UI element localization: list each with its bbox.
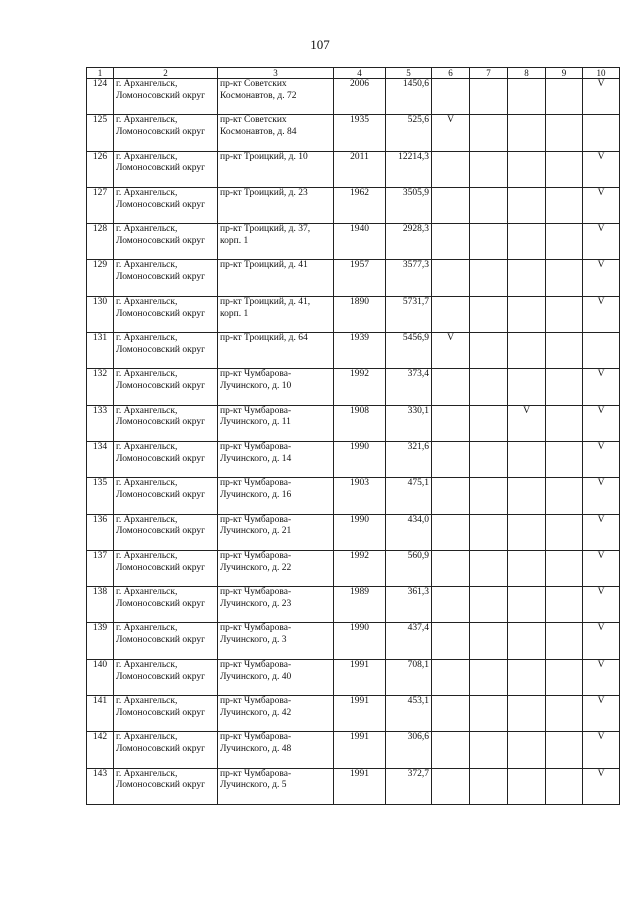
row-number-cell: 125: [87, 115, 114, 151]
year-cell: 1990: [334, 514, 386, 550]
mark-cell-9: [546, 550, 583, 586]
table-row: [87, 369, 620, 405]
city-cell: г. Архангельск, Ломоносовский округ: [114, 696, 218, 732]
mark-cell-6: [432, 369, 470, 405]
year-cell: 1991: [334, 732, 386, 768]
city-cell: г. Архангельск, Ломоносовский округ: [114, 115, 218, 151]
mark-cell-10: [583, 333, 620, 369]
year-cell: 1939: [334, 333, 386, 369]
address-cell: пр-кт Троицкий, д. 23: [218, 187, 334, 223]
area-cell: 321,6: [386, 441, 432, 477]
address-cell: пр-кт Троицкий, д. 37, корп. 1: [218, 224, 334, 260]
column-header: 1: [87, 68, 114, 79]
mark-cell-9: [546, 296, 583, 332]
column-header: 4: [334, 68, 386, 79]
column-header: 6: [432, 68, 470, 79]
city-cell: г. Архангельск, Ломоносовский округ: [114, 224, 218, 260]
area-cell: 373,4: [386, 369, 432, 405]
area-cell: 525,6: [386, 115, 432, 151]
row-number-cell: 139: [87, 623, 114, 659]
column-number-row: [87, 68, 620, 79]
mark-cell-7: [470, 550, 508, 586]
table-row: [87, 550, 620, 586]
mark-cell-6: [432, 79, 470, 115]
mark-cell-7: [470, 732, 508, 768]
area-cell: 2928,3: [386, 224, 432, 260]
table-row: [87, 296, 620, 332]
table-row: [87, 659, 620, 695]
address-cell: пр-кт Чумбарова-Лучинского, д. 11: [218, 405, 334, 441]
year-cell: 1890: [334, 296, 386, 332]
year-cell: 1990: [334, 441, 386, 477]
mark-cell-6: [432, 768, 470, 804]
table-row: [87, 333, 620, 369]
mark-cell-10: V: [583, 369, 620, 405]
mark-cell-8: [508, 550, 546, 586]
row-number-cell: 124: [87, 79, 114, 115]
mark-cell-9: [546, 260, 583, 296]
mark-cell-8: [508, 696, 546, 732]
mark-cell-9: [546, 187, 583, 223]
page-number: 107: [310, 37, 330, 52]
year-cell: 1992: [334, 369, 386, 405]
city-cell: г. Архангельск, Ломоносовский округ: [114, 550, 218, 586]
mark-cell-9: [546, 514, 583, 550]
city-cell: г. Архангельск, Ломоносовский округ: [114, 79, 218, 115]
mark-cell-9: [546, 224, 583, 260]
address-cell: пр-кт Чумбарова-Лучинского, д. 40: [218, 659, 334, 695]
mark-cell-6: [432, 696, 470, 732]
registry-table: [86, 67, 620, 805]
row-number-cell: 140: [87, 659, 114, 695]
mark-cell-10: V: [583, 224, 620, 260]
city-cell: г. Архангельск, Ломоносовский округ: [114, 296, 218, 332]
address-cell: пр-кт Троицкий, д. 10: [218, 151, 334, 187]
mark-cell-6: V: [432, 115, 470, 151]
mark-cell-9: [546, 151, 583, 187]
mark-cell-8: [508, 369, 546, 405]
city-cell: г. Архангельск, Ломоносовский округ: [114, 333, 218, 369]
column-header: 2: [114, 68, 218, 79]
row-number-cell: 128: [87, 224, 114, 260]
year-cell: 1940: [334, 224, 386, 260]
mark-cell-10: V: [583, 623, 620, 659]
table-row: [87, 405, 620, 441]
area-cell: 361,3: [386, 587, 432, 623]
table-row: [87, 224, 620, 260]
area-cell: 330,1: [386, 405, 432, 441]
mark-cell-7: [470, 441, 508, 477]
city-cell: г. Архангельск, Ломоносовский округ: [114, 659, 218, 695]
mark-cell-8: [508, 623, 546, 659]
mark-cell-8: [508, 732, 546, 768]
row-number-cell: 137: [87, 550, 114, 586]
row-number-cell: 131: [87, 333, 114, 369]
mark-cell-10: V: [583, 441, 620, 477]
area-cell: 453,1: [386, 696, 432, 732]
mark-cell-6: [432, 659, 470, 695]
mark-cell-9: [546, 369, 583, 405]
mark-cell-10: V: [583, 514, 620, 550]
mark-cell-8: [508, 333, 546, 369]
mark-cell-9: [546, 659, 583, 695]
city-cell: г. Архангельск, Ломоносовский округ: [114, 587, 218, 623]
mark-cell-7: [470, 478, 508, 514]
row-number-cell: 126: [87, 151, 114, 187]
row-number-cell: 130: [87, 296, 114, 332]
city-cell: г. Архангельск, Ломоносовский округ: [114, 732, 218, 768]
mark-cell-8: [508, 151, 546, 187]
address-cell: пр-кт Чумбарова-Лучинского, д. 48: [218, 732, 334, 768]
mark-cell-10: V: [583, 659, 620, 695]
mark-cell-9: [546, 768, 583, 804]
column-header: 3: [218, 68, 334, 79]
column-header: 9: [546, 68, 583, 79]
mark-cell-6: [432, 296, 470, 332]
mark-cell-7: [470, 768, 508, 804]
mark-cell-10: V: [583, 260, 620, 296]
mark-cell-7: [470, 405, 508, 441]
address-cell: пр-кт Чумбарова-Лучинского, д. 23: [218, 587, 334, 623]
year-cell: 1903: [334, 478, 386, 514]
year-cell: 1908: [334, 405, 386, 441]
mark-cell-7: [470, 224, 508, 260]
area-cell: 560,9: [386, 550, 432, 586]
row-number-cell: 141: [87, 696, 114, 732]
year-cell: 2006: [334, 79, 386, 115]
mark-cell-9: [546, 115, 583, 151]
mark-cell-6: [432, 260, 470, 296]
address-cell: пр-кт Чумбарова-Лучинского, д. 5: [218, 768, 334, 804]
address-cell: пр-кт Троицкий, д. 41: [218, 260, 334, 296]
city-cell: г. Архангельск, Ломоносовский округ: [114, 514, 218, 550]
area-cell: 708,1: [386, 659, 432, 695]
mark-cell-6: [432, 478, 470, 514]
mark-cell-6: [432, 151, 470, 187]
area-cell: 437,4: [386, 623, 432, 659]
table-row: [87, 587, 620, 623]
mark-cell-8: [508, 514, 546, 550]
mark-cell-7: [470, 696, 508, 732]
mark-cell-6: V: [432, 333, 470, 369]
mark-cell-10: V: [583, 405, 620, 441]
mark-cell-10: [583, 115, 620, 151]
mark-cell-10: V: [583, 732, 620, 768]
mark-cell-6: [432, 405, 470, 441]
mark-cell-8: [508, 79, 546, 115]
column-header: 7: [470, 68, 508, 79]
mark-cell-7: [470, 79, 508, 115]
table-row: [87, 151, 620, 187]
mark-cell-8: V: [508, 405, 546, 441]
row-number-cell: 142: [87, 732, 114, 768]
mark-cell-9: [546, 732, 583, 768]
city-cell: г. Архангельск, Ломоносовский округ: [114, 768, 218, 804]
mark-cell-6: [432, 550, 470, 586]
mark-cell-10: V: [583, 296, 620, 332]
row-number-cell: 132: [87, 369, 114, 405]
city-cell: г. Архангельск, Ломоносовский округ: [114, 187, 218, 223]
year-cell: 1991: [334, 768, 386, 804]
row-number-cell: 136: [87, 514, 114, 550]
mark-cell-6: [432, 441, 470, 477]
mark-cell-9: [546, 405, 583, 441]
year-cell: 1957: [334, 260, 386, 296]
mark-cell-6: [432, 224, 470, 260]
area-cell: 434,0: [386, 514, 432, 550]
mark-cell-10: V: [583, 550, 620, 586]
table-row: [87, 514, 620, 550]
year-cell: 1991: [334, 696, 386, 732]
row-number-cell: 129: [87, 260, 114, 296]
area-cell: 5456,9: [386, 333, 432, 369]
city-cell: г. Архангельск, Ломоносовский округ: [114, 151, 218, 187]
mark-cell-7: [470, 151, 508, 187]
table-row: [87, 441, 620, 477]
year-cell: 1989: [334, 587, 386, 623]
area-cell: 372,7: [386, 768, 432, 804]
mark-cell-8: [508, 478, 546, 514]
city-cell: г. Архангельск, Ломоносовский округ: [114, 405, 218, 441]
table-row: [87, 478, 620, 514]
row-number-cell: 143: [87, 768, 114, 804]
mark-cell-10: V: [583, 587, 620, 623]
row-number-cell: 135: [87, 478, 114, 514]
mark-cell-8: [508, 260, 546, 296]
table-row: [87, 115, 620, 151]
city-cell: г. Архангельск, Ломоносовский округ: [114, 260, 218, 296]
address-cell: пр-кт Чумбарова-Лучинского, д. 21: [218, 514, 334, 550]
mark-cell-9: [546, 441, 583, 477]
mark-cell-9: [546, 478, 583, 514]
mark-cell-6: [432, 623, 470, 659]
column-header: 8: [508, 68, 546, 79]
area-cell: 1450,6: [386, 79, 432, 115]
mark-cell-10: V: [583, 79, 620, 115]
mark-cell-7: [470, 659, 508, 695]
mark-cell-8: [508, 768, 546, 804]
address-cell: пр-кт Советских Космонавтов, д. 84: [218, 115, 334, 151]
row-number-cell: 133: [87, 405, 114, 441]
mark-cell-8: [508, 441, 546, 477]
table-row: [87, 623, 620, 659]
row-number-cell: 134: [87, 441, 114, 477]
address-cell: пр-кт Чумбарова-Лучинского, д. 22: [218, 550, 334, 586]
row-number-cell: 138: [87, 587, 114, 623]
city-cell: г. Архангельск, Ломоносовский округ: [114, 441, 218, 477]
mark-cell-10: V: [583, 151, 620, 187]
table-row: [87, 260, 620, 296]
table-row: [87, 768, 620, 804]
mark-cell-8: [508, 296, 546, 332]
mark-cell-10: V: [583, 696, 620, 732]
mark-cell-9: [546, 623, 583, 659]
mark-cell-9: [546, 79, 583, 115]
table-row: [87, 732, 620, 768]
address-cell: пр-кт Чумбарова-Лучинского, д. 3: [218, 623, 334, 659]
year-cell: 2011: [334, 151, 386, 187]
column-header: 5: [386, 68, 432, 79]
city-cell: г. Архангельск, Ломоносовский округ: [114, 369, 218, 405]
mark-cell-7: [470, 623, 508, 659]
mark-cell-9: [546, 587, 583, 623]
mark-cell-7: [470, 333, 508, 369]
address-cell: пр-кт Чумбарова-Лучинского, д. 14: [218, 441, 334, 477]
mark-cell-7: [470, 587, 508, 623]
table-row: [87, 696, 620, 732]
mark-cell-7: [470, 260, 508, 296]
mark-cell-7: [470, 514, 508, 550]
mark-cell-7: [470, 187, 508, 223]
city-cell: г. Архангельск, Ломоносовский округ: [114, 478, 218, 514]
address-cell: пр-кт Чумбарова-Лучинского, д. 42: [218, 696, 334, 732]
mark-cell-8: [508, 187, 546, 223]
row-number-cell: 127: [87, 187, 114, 223]
column-header: 10: [583, 68, 620, 79]
mark-cell-10: V: [583, 478, 620, 514]
mark-cell-9: [546, 696, 583, 732]
area-cell: 3577,3: [386, 260, 432, 296]
city-cell: г. Архангельск, Ломоносовский округ: [114, 623, 218, 659]
mark-cell-9: [546, 333, 583, 369]
mark-cell-6: [432, 587, 470, 623]
mark-cell-8: [508, 115, 546, 151]
mark-cell-7: [470, 296, 508, 332]
mark-cell-10: V: [583, 768, 620, 804]
mark-cell-8: [508, 224, 546, 260]
area-cell: 306,6: [386, 732, 432, 768]
area-cell: 5731,7: [386, 296, 432, 332]
area-cell: 3505,9: [386, 187, 432, 223]
mark-cell-6: [432, 187, 470, 223]
table-row: [87, 79, 620, 115]
year-cell: 1992: [334, 550, 386, 586]
mark-cell-6: [432, 732, 470, 768]
year-cell: 1935: [334, 115, 386, 151]
area-cell: 475,1: [386, 478, 432, 514]
table-body: [87, 68, 620, 805]
year-cell: 1991: [334, 659, 386, 695]
mark-cell-7: [470, 115, 508, 151]
address-cell: пр-кт Чумбарова-Лучинского, д. 10: [218, 369, 334, 405]
mark-cell-6: [432, 514, 470, 550]
mark-cell-7: [470, 369, 508, 405]
year-cell: 1990: [334, 623, 386, 659]
address-cell: пр-кт Троицкий, д. 41, корп. 1: [218, 296, 334, 332]
table-row: [87, 187, 620, 223]
address-cell: пр-кт Чумбарова-Лучинского, д. 16: [218, 478, 334, 514]
mark-cell-8: [508, 587, 546, 623]
mark-cell-10: V: [583, 187, 620, 223]
address-cell: пр-кт Троицкий, д. 64: [218, 333, 334, 369]
mark-cell-8: [508, 659, 546, 695]
area-cell: 12214,3: [386, 151, 432, 187]
year-cell: 1962: [334, 187, 386, 223]
address-cell: пр-кт Советских Космонавтов, д. 72: [218, 79, 334, 115]
